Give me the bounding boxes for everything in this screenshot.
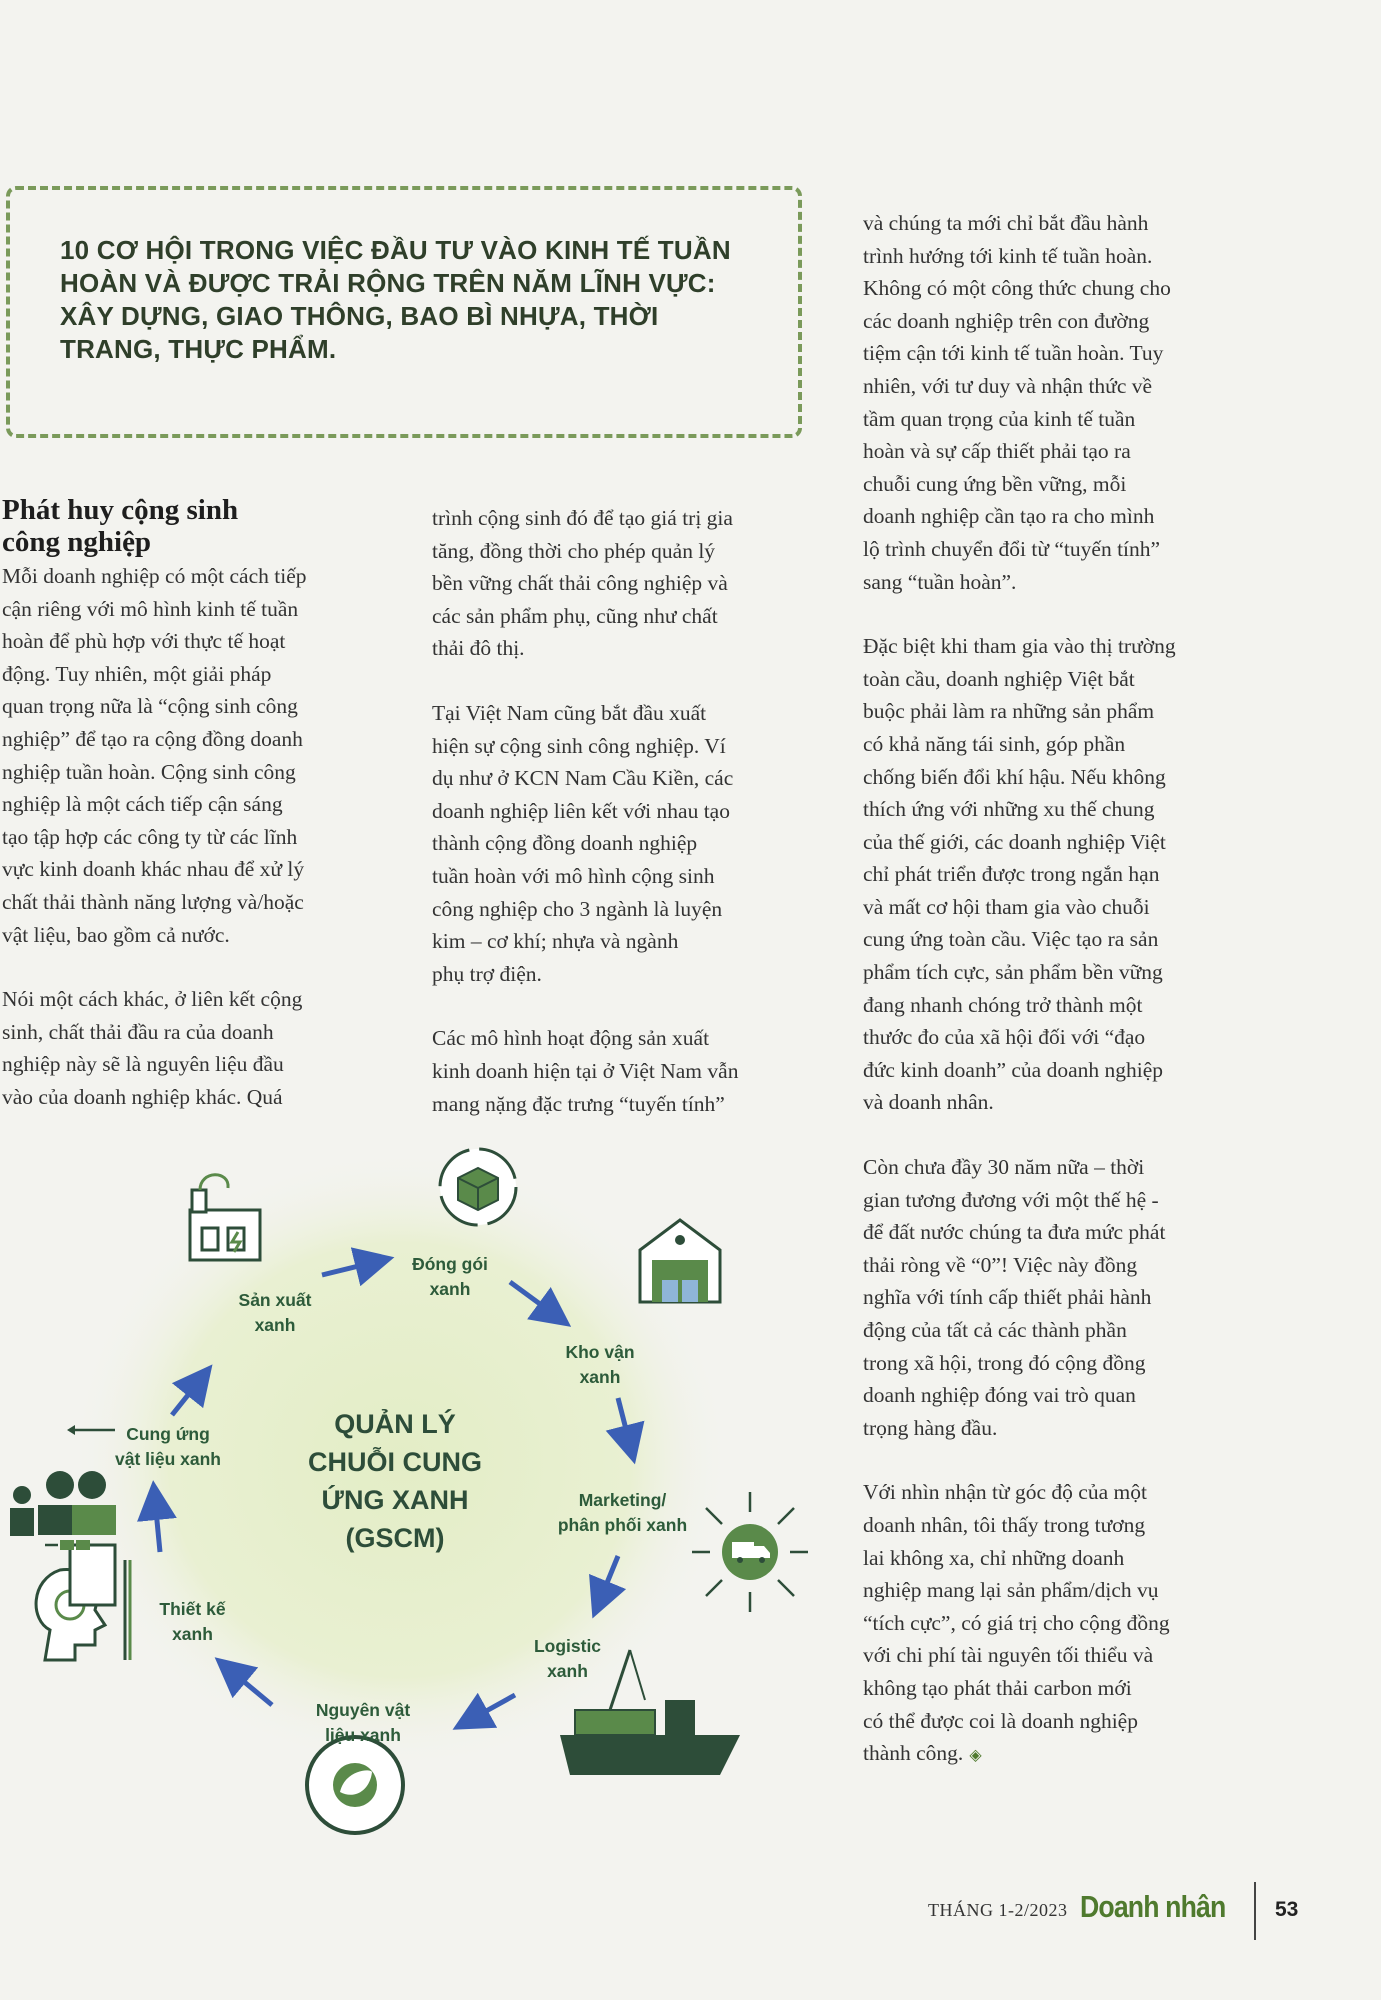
col3-paragraph-4-text: Với nhìn nhận từ góc độ của một doanh nhân, tôi thấy trong tương lai không xa, chỉ những doanh nghiệp mang lại sản phẩm/dịch vụ “tích cực”, có giá trị cho cộng đồng với chi phí tài nguyên tối thiểu và không tạo phát thải carbon mới có thể được coi là doanh nghiệp thành công. — [863, 1480, 1170, 1766]
step-packaging: Đóng gói xanh — [412, 1254, 488, 1299]
designer-icon — [36, 1545, 130, 1660]
col1-paragraph-1: Mỗi doanh nghiệp có một cách tiếp cận riêng với mô hình kinh tế tuần hoàn để phù hợp với thực tế hoạt động. Tuy nhiên, một giải pháp quan trọng nữa là “cộng sinh công nghiệp” để tạo ra cộng đồng doanh nghiệp tuần hoàn. Cộng sinh công nghiệp là một cách tiếp cận sáng tạo tập hợp các công ty từ các lĩnh vực kinh doanh khác nhau để xử lý chất thải thành năng lượng và/hoặc vật liệu, bao gồm cả nước. — [2, 564, 307, 947]
step-design: Thiết kế xanh — [159, 1599, 226, 1644]
step-marketing: Marketing/ phân phối xanh — [557, 1490, 688, 1535]
step-supply: Cung ứng vật liệu xanh — [114, 1424, 221, 1469]
magazine-name: Doanh nhân — [1080, 1889, 1226, 1924]
step-production: Sản xuất xanh — [238, 1290, 312, 1335]
column-2 — [432, 502, 832, 1120]
step-warehouse: Kho vận xanh — [565, 1342, 635, 1387]
issue-month: THÁNG 1-2/2023 — [928, 1900, 1068, 1920]
footer-divider — [1254, 1882, 1256, 1940]
callout-text: 10 CƠ HỘI TRONG VIỆC ĐẦU TƯ VÀO KINH TẾ TUẦN HOÀN VÀ ĐƯỢC TRẢI RỘNG TRÊN NĂM LĨNH VỰC: XÂY DỰNG, GIAO THÔNG, BAO BÌ NHỰA, THỜI TRANG, THỰC PHẨM. — [60, 235, 731, 364]
column-3 — [863, 207, 1273, 1773]
callout-box — [6, 186, 802, 438]
col2-paragraph-2: Tại Việt Nam cũng bắt đầu xuất hiện sự cộng sinh công nghiệp. Ví dụ như ở KCN Nam Cầu Kiền, các doanh nghiệp liên kết với nhau tạo thành cộng đồng doanh nghiệp tuần hoàn với mô hình cộng sinh công nghiệp cho 3 ngành là luyện kim – cơ khí; nhựa và ngành phụ trợ điện. — [432, 700, 734, 986]
warehouse-icon — [640, 1220, 720, 1302]
col2-paragraph-3: Các mô hình hoạt động sản xuất kinh doanh hiện tại ở Việt Nam vẫn mang nặng đặc trưng “tuyến tính” — [432, 1026, 739, 1116]
package-recycle-icon — [440, 1149, 516, 1225]
col3-paragraph-3: Còn chưa đầy 30 năm nữa – thời gian tương đương với một thế hệ - để đất nước chúng ta đưa mức phát thải ròng về “0”! Việc này đồng nghĩa với tính cấp thiết phải hành động của tất cả các thành phần trong xã hội, trong đó cộng đồng doanh nghiệp đóng vai trò quan trọng hàng đầu. — [863, 1155, 1166, 1440]
column-1 — [2, 494, 402, 1114]
col3-paragraph-2: Đặc biệt khi tham gia vào thị trường toàn cầu, doanh nghiệp Việt bắt buộc phải làm ra những sản phẩm có khả năng tái sinh, góp phần chống biến đổi khí hậu. Nếu không thích ứng với những xu thế chung của thế giới, các doanh nghiệp Việt chỉ phát triển được trong ngắn hạn và mất cơ hội tham gia vào chuỗi cung ứng toàn cầu. Việc tạo ra sản phẩm tích cực, sản phẩm bền vững đang nhanh chóng trở thành một thước đo của xã hội đối với “đạo đức kinh doanh” của doanh nghiệp và doanh nhân. — [863, 634, 1176, 1115]
col3-paragraph-4 — [863, 1476, 1273, 1772]
col3-paragraph-1: và chúng ta mới chỉ bắt đầu hành trình hướng tới kinh tế tuần hoàn. Không có một công thức chung cho các doanh nghiệp trên con đường tiệm cận tới kinh tế tuần hoàn. Tuy nhiên, với tư duy và nhận thức về tầm quan trọng của kinh tế tuần hoàn và sự cấp thiết phải tạo ra chuỗi cung ứng bền vững, mỗi doanh nghiệp cần tạo ra cho mình lộ trình chuyển đổi từ “tuyến tính” sang “tuần hoàn”. — [863, 211, 1171, 594]
leaf-icon — [307, 1737, 403, 1833]
step-logistics: Logistic xanh — [533, 1636, 602, 1681]
page-number: 53 — [1275, 1898, 1299, 1921]
col1-paragraph-2: Nói một cách khác, ở liên kết cộng sinh, chất thải đầu ra của doanh nghiệp này sẽ là nguyên liệu đầu vào của doanh nghiệp khác. Quá — [2, 987, 303, 1109]
step-materials: Nguyên vật liệu xanh — [315, 1700, 411, 1745]
gscm-diagram — [0, 1140, 820, 1860]
delivery-truck-icon — [692, 1492, 808, 1612]
col2-paragraph-1: trình cộng sinh đó để tạo giá trị gia tăng, đồng thời cho phép quản lý bền vững chất thải công nghiệp và các sản phẩm phụ, cũng như chất thải đô thị. — [432, 506, 733, 661]
end-mark-icon: ◈ — [969, 1747, 982, 1765]
gscm-center-title: QUẢN LÝ CHUỖI CUNG ỨNG XANH (GSCM) — [308, 1409, 482, 1553]
section-heading: Phát huy cộng sinh công nghiệp — [2, 494, 239, 558]
